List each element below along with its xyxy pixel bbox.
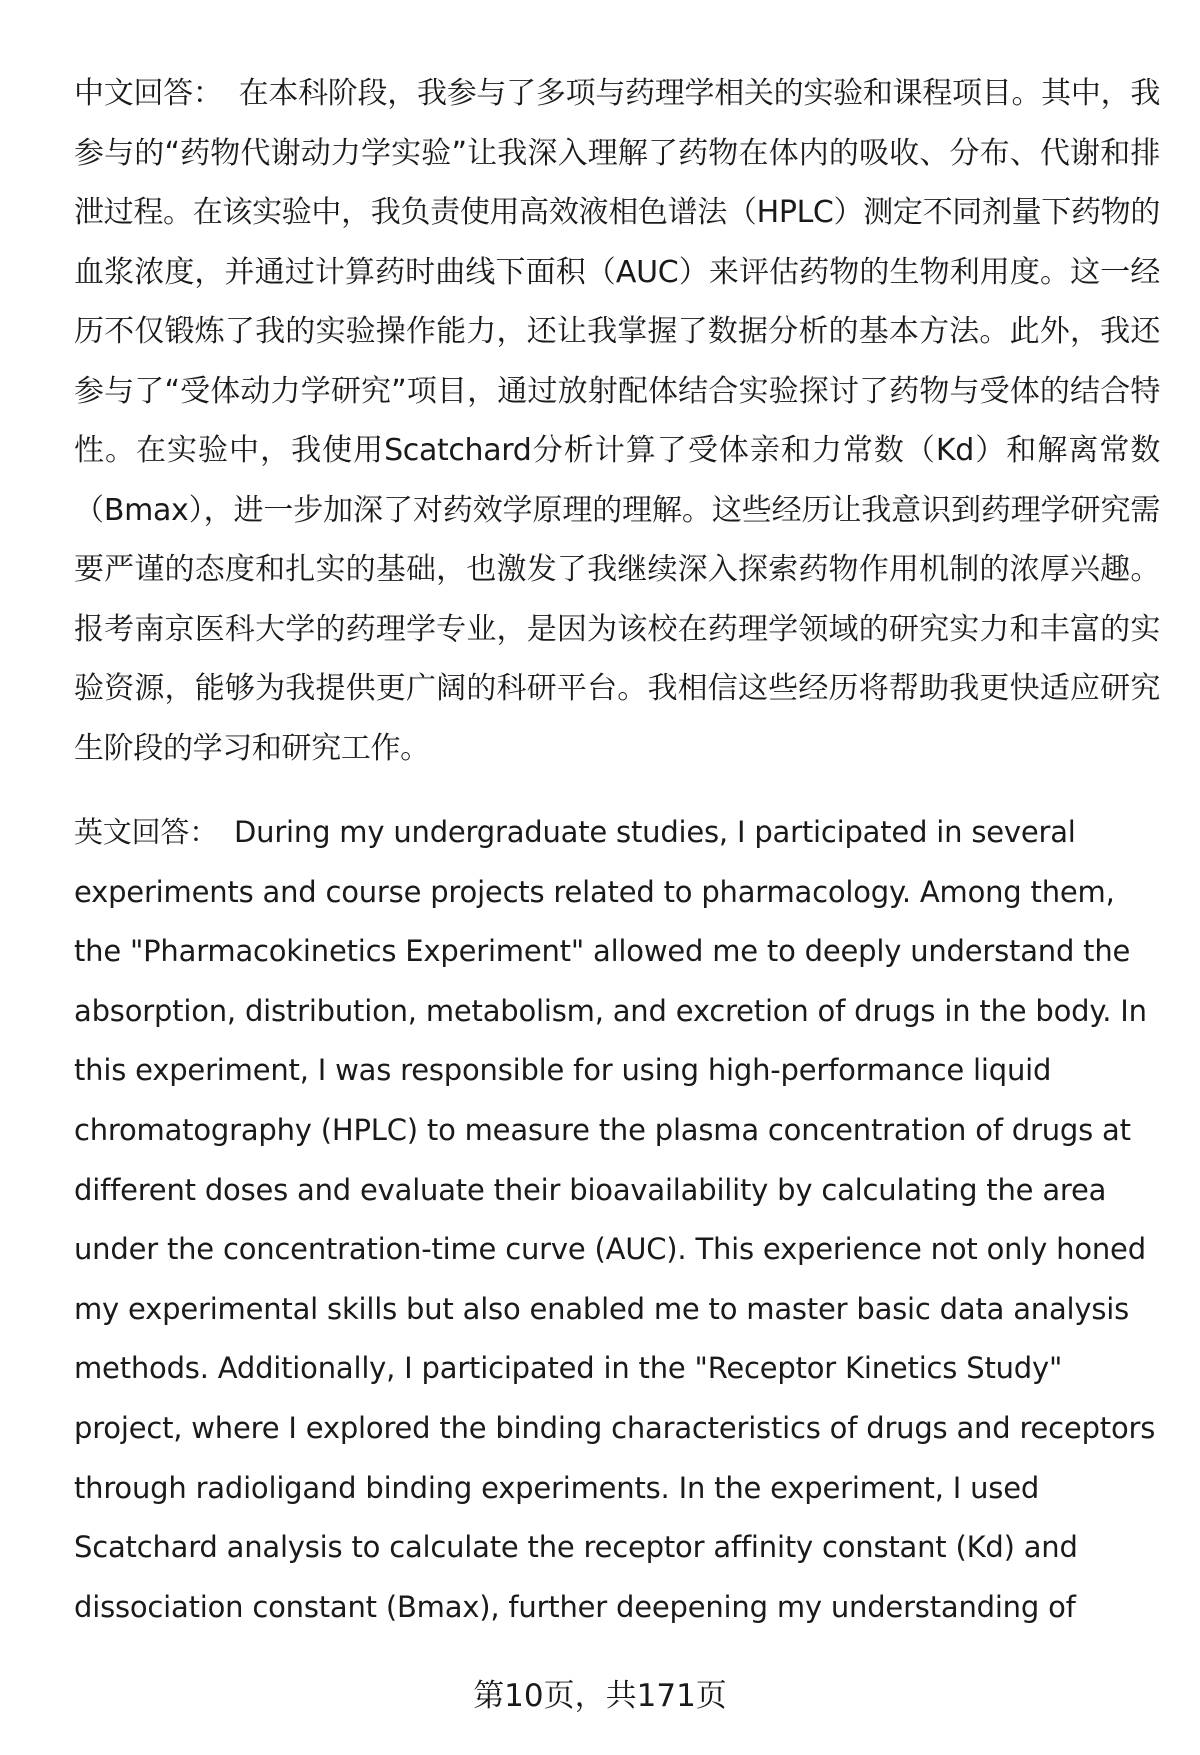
chinese-answer-paragraph	[74, 64, 1160, 778]
english-answer-label: 英文回答：	[74, 815, 219, 849]
english-answer-text: During my undergraduate studies, I participated in several experiments and course projects related to pharmacology. Among them, the "Pharmacokinetics Experiment" allowed me to deeply understand the absorption, distribution, metabolism, and excretion of drugs in the body. In this experiment, I was responsible for using high-performance liquid chromatography (HPLC) to measure the plasma concentration of drugs at different doses and evaluate their bioavailability by calculating the area under the concentration-time curve (AUC). This experience not only honed my experimental skills but also enabled me to master basic data analysis methods. Additionally, I participated in the "Receptor Kinetics Study" project, where I explored the binding characteristics of drugs and receptors through radioligand binding experiments. In the experiment, I used Scatchard analysis to calculate the receptor affinity constant (Kd) and dissociation constant (Bmax), further deepening my understanding of	[74, 815, 1156, 1624]
page-number-footer: 第10页，共171页	[473, 1678, 727, 1714]
chinese-answer-text: 在本科阶段，我参与了多项与药理学相关的实验和课程项目。其中，我参与的“药物代谢动力学实验”让我深入理解了药物在体内的吸收、分布、代谢和排泄过程。在该实验中，我负责使用高效液相色谱法（HPLC）测定不同剂量下药物的血浆浓度，并通过计算药时曲线下面积（AUC）来评估药物的生物利用度。这一经历不仅锻炼了我的实验操作能力，还让我掌握了数据分析的基本方法。此外，我还参与了“受体动力学研究”项目，通过放射配体结合实验探讨了药物与受体的结合特性。在实验中，我使用Scatchard分析计算了受体亲和力常数（Kd）和解离常数（Bmax），进一步加深了对药效学原理的理解。这些经历让我意识到药理学研究需要严谨的态度和扎实的基础，也激发了我继续深入探索药物作用机制的浓厚兴趣。报考南京医科大学的药理学专业，是因为该校在药理学领域的研究实力和丰富的实验资源，能够为我提供更广阔的科研平台。我相信这些经历将帮助我更快适应研究生阶段的学习和研究工作。	[74, 76, 1160, 766]
chinese-answer-label: 中文回答：	[74, 76, 223, 111]
english-answer-paragraph	[74, 803, 1160, 1637]
